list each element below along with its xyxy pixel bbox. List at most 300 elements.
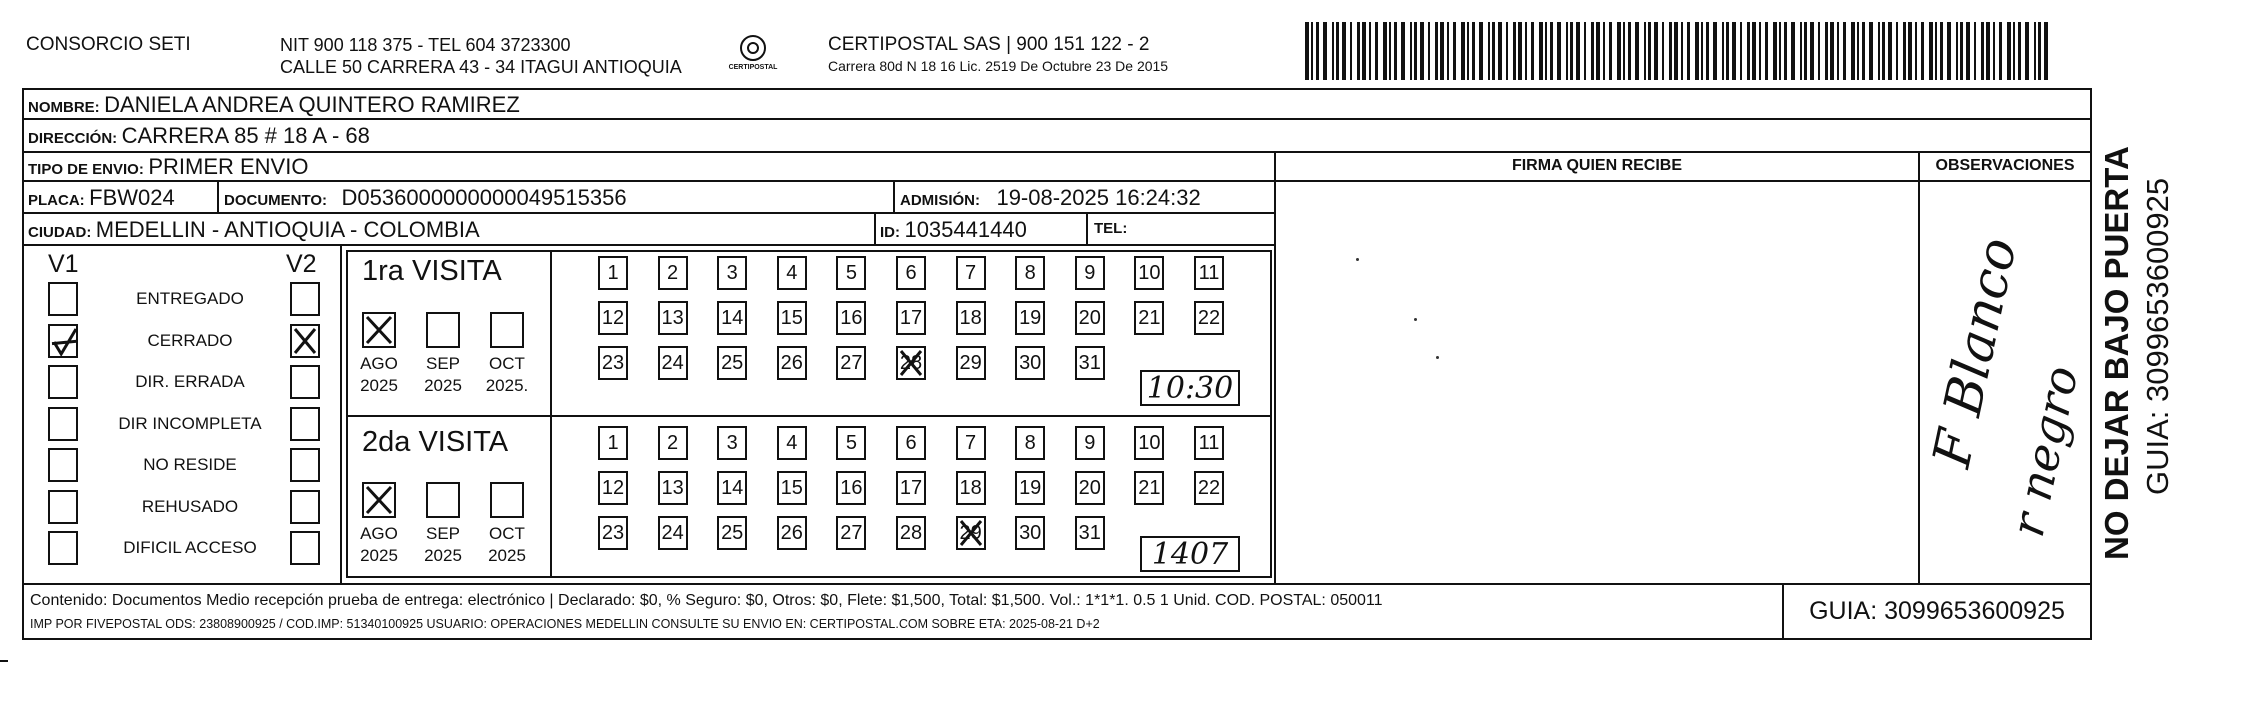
direccion-row xyxy=(28,123,370,149)
day-box[interactable] xyxy=(1194,471,1224,505)
logo-icon xyxy=(728,34,778,78)
nombre-label: NOMBRE: xyxy=(28,99,100,116)
day-number: 20 xyxy=(1078,477,1101,499)
documento-label: DOCUMENTO: xyxy=(224,192,328,209)
day-number: 28 xyxy=(899,522,923,544)
barcode-bar xyxy=(1375,22,1378,80)
month-checkbox[interactable] xyxy=(490,312,524,348)
day-number: 28 xyxy=(899,352,923,374)
barcode-bar xyxy=(1440,22,1444,80)
barcode-bar xyxy=(1479,22,1483,80)
barcode-bar xyxy=(1550,22,1553,80)
day-number: 11 xyxy=(1198,262,1220,284)
company-name: CONSORCIO SETI xyxy=(26,34,191,55)
month-checkbox[interactable] xyxy=(426,312,460,348)
barcode-bar xyxy=(1539,22,1543,80)
tel-cell xyxy=(1094,220,1127,238)
month-checkbox[interactable] xyxy=(362,312,396,348)
direccion-value: CARRERA 85 # 18 A - 68 xyxy=(121,123,370,148)
day-number: 20 xyxy=(1078,307,1101,329)
barcode-bar xyxy=(1732,22,1736,80)
month-label: OCT xyxy=(489,354,525,373)
day-box[interactable] xyxy=(1075,471,1105,505)
barcode-bar xyxy=(1644,22,1646,80)
day-box[interactable] xyxy=(598,426,628,460)
day-box[interactable] xyxy=(1015,426,1045,460)
admision-value: 19-08-2025 16:24:32 xyxy=(996,185,1201,210)
year-label: 2025 xyxy=(360,546,398,565)
barcode-bar xyxy=(1498,22,1502,80)
month-label: OCT xyxy=(489,524,525,543)
barcode-bar xyxy=(2025,22,2029,80)
day-number: 11 xyxy=(1198,432,1220,454)
second-visit-time: 1407 xyxy=(1140,536,1240,572)
day-box[interactable] xyxy=(717,346,747,380)
day-number: 25 xyxy=(721,522,744,544)
barcode xyxy=(1305,22,2050,80)
day-box[interactable] xyxy=(598,346,628,380)
day-box[interactable] xyxy=(658,426,688,460)
day-box[interactable] xyxy=(896,301,926,335)
barcode-bar xyxy=(1878,22,1880,80)
day-number: 18 xyxy=(959,307,982,329)
footer-guia: GUIA: 3099653600925 xyxy=(1809,597,2065,625)
day-box[interactable] xyxy=(598,256,628,290)
barcode-bar xyxy=(1357,22,1360,80)
barcode-bar xyxy=(1531,22,1534,80)
status-option-label: ENTREGADO xyxy=(136,289,244,308)
barcode-bar xyxy=(1648,22,1651,80)
day-box[interactable] xyxy=(956,426,986,460)
day-number: 27 xyxy=(840,522,863,544)
v1-checkbox[interactable] xyxy=(48,407,78,441)
barcode-bar xyxy=(1623,22,1625,80)
day-number: 27 xyxy=(840,352,863,374)
certipostal-line: CERTIPOSTAL SAS | 900 151 122 - 2 xyxy=(828,34,1150,55)
footer-print-line: IMP POR FIVEPOSTAL ODS: 23808900925 / COD.IMP: 51340100925 USUARIO: OPERACIONES MEDELLIN CONSULTE SU ENVIO EN: CERTIPOSTAL.COM SOBRE ETA: 2025-08-21 D+2 xyxy=(30,617,1100,631)
nit-line: NIT 900 118 375 - TEL 604 3723300 xyxy=(280,35,571,55)
day-box[interactable] xyxy=(658,471,688,505)
direccion-label: DIRECCIÓN: xyxy=(28,130,118,147)
barcode-bar xyxy=(1525,22,1527,80)
license-line: Carrera 80d N 18 16 Lic. 2519 De Octubre 23 De 2015 xyxy=(828,58,1169,74)
barcode-bar xyxy=(1695,22,1699,80)
barcode-bar xyxy=(1765,22,1768,80)
day-box[interactable] xyxy=(1075,256,1105,290)
day-number: 12 xyxy=(601,307,625,329)
barcode-bar xyxy=(1986,22,1990,80)
day-number: 1 xyxy=(607,262,619,284)
barcode-bar xyxy=(1999,22,2002,80)
tipo-label: TIPO DE ENVIO: xyxy=(28,161,144,178)
barcode-bar xyxy=(1428,22,1430,80)
day-number: 9 xyxy=(1084,432,1096,454)
day-box[interactable] xyxy=(1015,301,1045,335)
day-box[interactable] xyxy=(896,516,926,550)
month-checkbox[interactable] xyxy=(490,482,524,518)
barcode-bar xyxy=(1825,22,1828,80)
barcode-bar xyxy=(2044,22,2048,80)
status-option-label: CERRADO xyxy=(147,330,233,350)
day-number: 26 xyxy=(780,352,803,374)
day-box[interactable] xyxy=(836,426,866,460)
barcode-bar xyxy=(1960,22,1963,80)
day-box[interactable] xyxy=(777,426,807,460)
barcode-bar xyxy=(1810,22,1814,80)
barcode-bar xyxy=(1804,22,1807,80)
barcode-bar xyxy=(1791,22,1795,80)
barcode-bar xyxy=(1947,22,1951,80)
barcode-bar xyxy=(1628,22,1631,80)
day-box[interactable] xyxy=(1075,516,1105,550)
day-box[interactable] xyxy=(1015,346,1045,380)
day-number: 10 xyxy=(1138,262,1161,284)
day-box[interactable] xyxy=(717,516,747,550)
id-label: ID: xyxy=(880,224,900,241)
barcode-bar xyxy=(1701,22,1703,80)
day-number: 15 xyxy=(780,477,803,499)
barcode-bar xyxy=(1488,22,1490,80)
barcode-bar xyxy=(1915,22,1917,80)
day-number: 13 xyxy=(661,477,684,499)
v1-label: V1 xyxy=(48,250,79,278)
barcode-bar xyxy=(1837,22,1839,80)
barcode-bar xyxy=(1545,22,1547,80)
day-number: 24 xyxy=(661,352,684,374)
barcode-bar xyxy=(1635,22,1639,80)
day-number: 8 xyxy=(1024,432,1036,454)
barcode-bar xyxy=(1584,22,1586,80)
barcode-bar xyxy=(1453,22,1456,80)
day-box[interactable] xyxy=(1015,256,1045,290)
firma-label: FIRMA QUIEN RECIBE xyxy=(1511,157,1683,174)
certipostal-logo xyxy=(728,34,778,78)
check-mark-icon xyxy=(898,348,924,378)
barcode-bar xyxy=(1687,22,1690,80)
handwritten-observation-2: r negro xyxy=(2000,361,2089,542)
barcode-bar xyxy=(1974,22,1976,80)
signature-mark xyxy=(1414,318,1417,321)
day-number: 17 xyxy=(899,477,923,499)
check-mark-icon xyxy=(364,314,394,346)
day-box[interactable] xyxy=(658,516,688,550)
page-edge-mark xyxy=(0,660,8,662)
barcode-bar xyxy=(1435,22,1438,80)
day-box[interactable] xyxy=(956,471,986,505)
first-visit-time: 10:30 xyxy=(1140,370,1240,406)
barcode-bar xyxy=(1681,22,1683,80)
barcode-bar xyxy=(1591,22,1594,80)
year-label: 2025 xyxy=(424,546,462,565)
barcode-bar xyxy=(2013,22,2015,80)
side-warning: NO DEJAR BAJO PUERTA xyxy=(2098,146,2135,560)
check-mark-icon xyxy=(364,484,394,516)
v2-label: V2 xyxy=(286,250,317,278)
day-number: 3 xyxy=(726,262,738,284)
barcode-bar xyxy=(1747,22,1750,80)
barcode-bar xyxy=(1896,22,1898,80)
barcode-bar xyxy=(1869,22,1873,80)
barcode-bar xyxy=(1993,22,1995,80)
day-number: 25 xyxy=(721,352,744,374)
month-label: AGO xyxy=(360,354,398,373)
footer-content-line: Contenido: Documentos Medio recepción prueba de entrega: electrónico | Declarado: $0, % Seguro: $0, Otros: $0, Flete: $1,500, Total: $1,500. Vol.: 1*1*1. 0.5 1 Unid. COD. POSTAL: 050011 xyxy=(30,592,1383,609)
day-number: 17 xyxy=(899,307,923,329)
barcode-bar xyxy=(1311,22,1313,80)
day-box[interactable] xyxy=(598,471,628,505)
v1-checkbox[interactable] xyxy=(48,531,78,565)
check-mark-icon xyxy=(958,518,984,548)
barcode-bar xyxy=(1596,22,1600,80)
v2-checkbox[interactable] xyxy=(290,490,320,524)
day-box[interactable] xyxy=(1075,346,1105,380)
day-number: 22 xyxy=(1197,477,1221,499)
nombre-value: DANIELA ANDREA QUINTERO RAMIREZ xyxy=(104,92,520,117)
day-number: 18 xyxy=(959,477,982,499)
handwritten-observation-1: F Blanco xyxy=(1922,232,2030,473)
day-box[interactable] xyxy=(896,346,926,380)
barcode-bar xyxy=(1759,22,1761,80)
documento-cell xyxy=(224,185,627,211)
barcode-bar xyxy=(1830,22,1834,80)
v2-checkbox[interactable] xyxy=(290,324,320,358)
v2-checkbox[interactable] xyxy=(290,282,320,316)
barcode-bar xyxy=(1888,22,1892,80)
day-number: 4 xyxy=(786,262,798,284)
logo-text: CERTIPOSTAL xyxy=(728,64,778,71)
day-number: 16 xyxy=(840,307,863,329)
barcode-bar xyxy=(1323,22,1327,80)
barcode-bar xyxy=(1518,22,1522,80)
admision-label: ADMISIÓN: xyxy=(900,192,980,209)
month-checkbox[interactable] xyxy=(362,482,396,518)
day-box[interactable] xyxy=(956,346,986,380)
id-value: 1035441440 xyxy=(904,217,1027,242)
barcode-bar xyxy=(1654,22,1658,80)
day-box[interactable] xyxy=(658,346,688,380)
day-number: 7 xyxy=(965,432,977,454)
day-box[interactable] xyxy=(1134,426,1164,460)
day-number: 2 xyxy=(667,432,679,454)
day-number: 7 xyxy=(965,262,977,284)
barcode-bar xyxy=(1316,22,1319,80)
barcode-bar xyxy=(1713,22,1717,80)
id-cell xyxy=(880,217,1027,243)
placa-value: FBW024 xyxy=(89,185,175,210)
day-number: 13 xyxy=(661,307,684,329)
day-number: 1 xyxy=(607,432,619,454)
day-number: 14 xyxy=(721,307,744,329)
v2-checkbox[interactable] xyxy=(290,365,320,399)
day-box[interactable] xyxy=(598,516,628,550)
barcode-bar xyxy=(1921,22,1924,80)
day-box[interactable] xyxy=(956,301,986,335)
barcode-bar xyxy=(1773,22,1777,80)
barcode-bar xyxy=(1609,22,1612,80)
day-number: 10 xyxy=(1138,432,1161,454)
barcode-bar xyxy=(2018,22,2021,80)
day-box[interactable] xyxy=(717,426,747,460)
day-box[interactable] xyxy=(1075,426,1105,460)
barcode-bar xyxy=(1506,22,1508,80)
barcode-bar xyxy=(1935,22,1937,80)
day-box[interactable] xyxy=(717,301,747,335)
day-number: 16 xyxy=(840,477,863,499)
day-box[interactable] xyxy=(777,516,807,550)
day-box[interactable] xyxy=(777,301,807,335)
tipo-value: PRIMER ENVIO xyxy=(148,154,309,179)
barcode-bar xyxy=(1461,22,1465,80)
month-label: SEP xyxy=(425,524,461,543)
barcode-bar xyxy=(1576,22,1580,80)
barcode-bar xyxy=(2034,22,2036,80)
day-box[interactable] xyxy=(1194,301,1224,335)
day-box[interactable] xyxy=(1194,426,1224,460)
day-box[interactable] xyxy=(896,256,926,290)
year-label: 2025 xyxy=(424,376,462,395)
day-box[interactable] xyxy=(598,301,628,335)
status-option-label: REHUSADO xyxy=(141,496,239,516)
barcode-bar xyxy=(1800,22,1802,80)
barcode-bar xyxy=(1336,22,1339,80)
v1-checkbox[interactable] xyxy=(48,282,78,316)
check-mark-icon xyxy=(292,326,318,356)
day-number: 14 xyxy=(721,477,744,499)
v1-checkbox[interactable] xyxy=(48,324,78,358)
barcode-bar xyxy=(1674,22,1678,80)
barcode-bar xyxy=(1394,22,1397,80)
day-number: 5 xyxy=(845,432,857,454)
day-box[interactable] xyxy=(956,256,986,290)
barcode-bar xyxy=(1903,22,1906,80)
barcode-bar xyxy=(1752,22,1756,80)
first-visit-title: 1ra VISITA xyxy=(362,255,502,287)
day-box[interactable] xyxy=(956,516,986,550)
tipo-row xyxy=(28,154,308,180)
day-box[interactable] xyxy=(836,471,866,505)
day-box[interactable] xyxy=(777,346,807,380)
barcode-bar xyxy=(1369,22,1371,80)
barcode-bar xyxy=(1414,22,1417,80)
observaciones-label: OBSERVACIONES xyxy=(1935,157,2075,174)
day-box[interactable] xyxy=(658,256,688,290)
nombre-row xyxy=(28,92,520,118)
tel-label: TEL: xyxy=(1094,220,1128,237)
barcode-bar xyxy=(1566,22,1568,80)
day-box[interactable] xyxy=(1134,301,1164,335)
day-number: 24 xyxy=(661,522,684,544)
day-number: 21 xyxy=(1138,477,1161,499)
day-number: 6 xyxy=(905,262,917,284)
day-box[interactable] xyxy=(1015,516,1045,550)
day-number: 23 xyxy=(601,522,625,544)
barcode-bar xyxy=(1726,22,1729,80)
barcode-bar xyxy=(1447,22,1449,80)
barcode-bar xyxy=(1603,22,1605,80)
day-number: 9 xyxy=(1084,262,1096,284)
day-box[interactable] xyxy=(1134,471,1164,505)
barcode-bar xyxy=(1857,22,1859,80)
barcode-bar xyxy=(1669,22,1672,80)
day-number: 22 xyxy=(1197,307,1221,329)
v2-checkbox[interactable] xyxy=(290,448,320,482)
barcode-bar xyxy=(1467,22,1469,80)
day-box[interactable] xyxy=(836,301,866,335)
status-option-label: DIR INCOMPLETA xyxy=(118,413,262,433)
barcode-bar xyxy=(1513,22,1516,80)
placa-cell xyxy=(28,185,175,211)
barcode-bar xyxy=(1570,22,1573,80)
v1-checkbox[interactable] xyxy=(48,490,78,524)
day-number: 4 xyxy=(786,432,798,454)
v1-checkbox[interactable] xyxy=(48,365,78,399)
v1-checkbox[interactable] xyxy=(48,448,78,482)
month-label: SEP xyxy=(425,354,461,373)
day-box[interactable] xyxy=(1194,256,1224,290)
second-visit-title: 2da VISITA xyxy=(362,426,509,458)
day-box[interactable] xyxy=(896,426,926,460)
day-box[interactable] xyxy=(896,471,926,505)
day-number: 21 xyxy=(1138,307,1161,329)
day-box[interactable] xyxy=(717,256,747,290)
barcode-bar xyxy=(1862,22,1865,80)
barcode-bar xyxy=(1420,22,1424,80)
day-box[interactable] xyxy=(717,471,747,505)
day-box[interactable] xyxy=(836,256,866,290)
day-number: 15 xyxy=(780,307,803,329)
day-number: 2 xyxy=(667,262,679,284)
barcode-bar xyxy=(1908,22,1912,80)
day-number: 6 xyxy=(905,432,917,454)
v2-checkbox[interactable] xyxy=(290,531,320,565)
check-mark-icon xyxy=(50,326,78,358)
status-option-label: DIR. ERRADA xyxy=(135,372,245,391)
barcode-bar xyxy=(1401,22,1405,80)
ciudad-value: MEDELLIN - ANTIOQUIA - COLOMBIA xyxy=(95,217,480,242)
barcode-bar xyxy=(1617,22,1621,80)
day-box[interactable] xyxy=(1134,256,1164,290)
barcode-bar xyxy=(1342,22,1346,80)
barcode-bar xyxy=(1389,22,1391,80)
day-box[interactable] xyxy=(777,471,807,505)
year-label: 2025 xyxy=(488,546,526,565)
barcode-bar xyxy=(1410,22,1412,80)
barcode-bar xyxy=(1843,22,1846,80)
day-box[interactable] xyxy=(1075,301,1105,335)
day-number: 26 xyxy=(780,522,803,544)
day-box[interactable] xyxy=(836,516,866,550)
barcode-bar xyxy=(1305,22,1309,80)
address-line: CALLE 50 CARRERA 43 - 34 ITAGUI ANTIOQUIA xyxy=(280,57,682,77)
documento-value: D0536000000000049515356 xyxy=(341,185,627,210)
month-checkbox[interactable] xyxy=(426,482,460,518)
barcode-bar xyxy=(1784,22,1787,80)
barcode-bar xyxy=(1332,22,1334,80)
status-option-label: DIFICIL ACCESO xyxy=(123,538,257,557)
day-box[interactable] xyxy=(658,301,688,335)
barcode-bar xyxy=(1662,22,1664,80)
day-box[interactable] xyxy=(836,346,866,380)
day-box[interactable] xyxy=(1015,471,1045,505)
day-number: 3 xyxy=(726,432,738,454)
year-label: 2025 xyxy=(360,376,398,395)
ciudad-label: CIUDAD: xyxy=(28,224,92,241)
day-number: 19 xyxy=(1019,307,1042,329)
day-number: 19 xyxy=(1019,477,1042,499)
day-number: 30 xyxy=(1019,352,1042,374)
v2-checkbox[interactable] xyxy=(290,407,320,441)
day-box[interactable] xyxy=(777,256,807,290)
